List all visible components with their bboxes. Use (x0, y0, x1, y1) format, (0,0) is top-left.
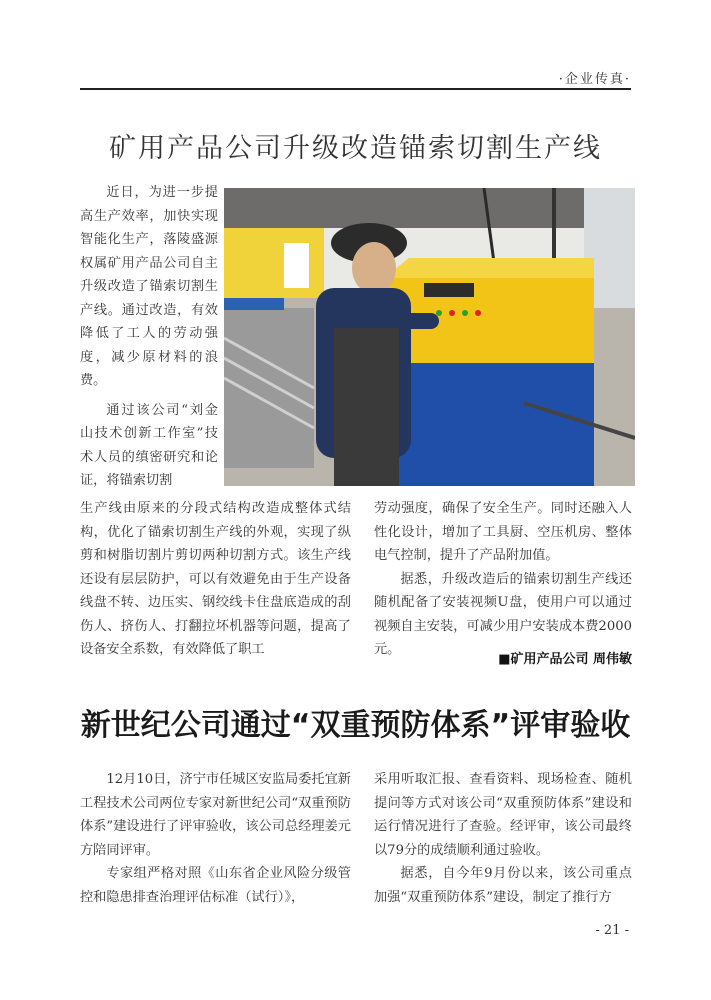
article2-p2-start: 专家组严格对照《山东省企业风险分级管控和隐患排查治理评估标准（试行）》， (80, 866, 351, 905)
article1-p2-continued: 生产线由原来的分段式结构改造成整体式结构，优化了锚索切割生产线的外观，实现了纵剪和树脂切割片剪切两种切割方式。该生产线还设有层层防护，可以有效避免由于生产设备线盘不转、边压实、钢绞线卡住盘底造成的刮伤人、挤伤人、打翻拉坏机器等问题，提高了设备安全系数，有效降低了职工 (80, 501, 351, 657)
article1-title: 矿用产品公司升级改造锚索切割生产线 (109, 133, 602, 164)
factory-worker-photo (224, 188, 635, 486)
article1-p3: 据悉，升级改造后的锚索切割生产线还随机配备了安装视频U盘，使用户可以通过视频自主安装，可减少用户安装成本费2000元。 (374, 571, 632, 657)
article2-column-right (374, 768, 632, 909)
article1-p2-start: 通过该公司“刘金山技术创新工作室”技术人员的缜密研究和论证，将锚索切割 (80, 402, 218, 488)
article1-column-bottom-left (80, 497, 351, 662)
article2-p3: 据悉，自今年9月份以来，该公司重点加强“双重预防体系”建设，制定了推行方 (374, 866, 632, 905)
article2-title: 新世纪公司通过“双重预防体系”评审验收 (80, 708, 631, 743)
section-tag: ·企业传真· (558, 72, 631, 87)
article1-column-left (80, 181, 218, 493)
article2-p2-end: 采用听取汇报、查看资料、现场检查、随机提问等方式对该公司“双重预防体系”建设和运行情况进行了查验。经评审，该公司最终以79分的成绩顺利通过验收。 (374, 772, 632, 858)
article1-intro: 近日，为进一步提高生产效率，加快实现智能化生产，落陵盛源权属矿用产品公司自主升级改造了锚索切割生产线。通过改造，有效降低了工人的劳动强度，减少原材料的浪费。 (80, 185, 218, 388)
header-rule (80, 88, 631, 90)
article1-byline: ■矿用产品公司 周伟敏 (498, 652, 632, 667)
article1-photo (224, 188, 635, 486)
article2-column-left (80, 768, 351, 909)
page-number: - 21 - (595, 923, 629, 938)
article2-p1: 12月10日，济宁市任城区安监局委托宜新工程技术公司两位专家对新世纪公司“双重预防体系”建设进行了评审验收，该公司总经理姜元方陪同评审。 (80, 772, 351, 858)
article1-column-bottom-right (374, 497, 632, 662)
article1-p2-end: 劳动强度，确保了安全生产。同时还融入人性化设计，增加了工具厨、空压机房、整体电气控制，提升了产品附加值。 (374, 501, 632, 563)
